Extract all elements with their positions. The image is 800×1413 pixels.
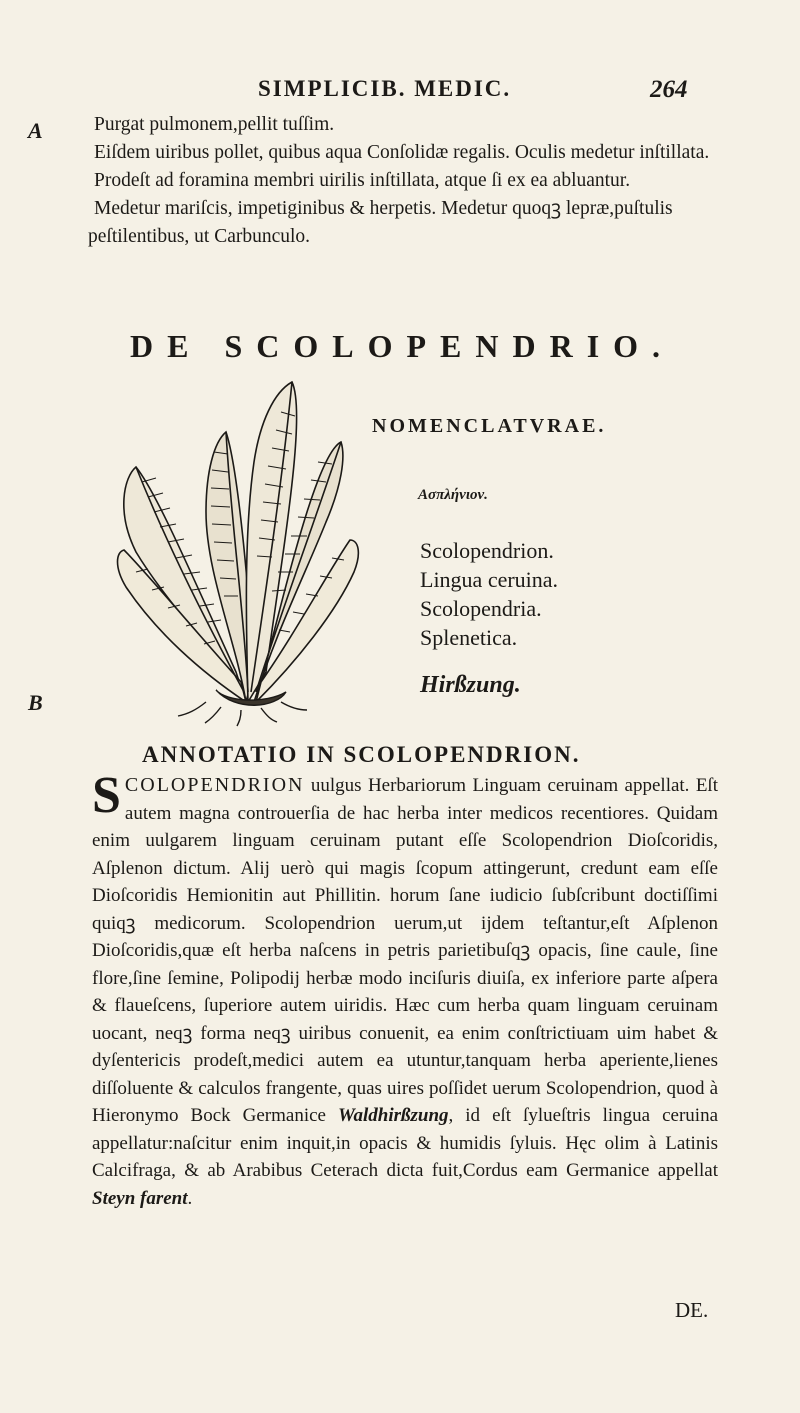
top-text-block [88,111,728,251]
page-number: 264 [650,76,688,103]
margin-letter-a: A [28,118,43,143]
section-title: DE SCOLOPENDRIO. [130,328,675,364]
paragraph-4: Medetur mariſcis, impetiginibus & herpetis. Medetur quoqꝫ lepræ,puſtulis peſtilentibus, ut Carbunculo. [88,198,673,247]
paragraph-2: Eiſdem uiribus pollet, quibus aqua Conſolidæ regalis. Oculis medetur inſtillata. [94,142,710,163]
annotation-text-part-2: , id eſt ſylueſtris lingua ceruina appellatur:naſcitur enim inquit,in opacis & humidis ſyluis. Hęc olim à Latinis Calcifraga, & ab Arabibus Ceterach dicta fuit,Cordus eam Germanice appellat [92,1105,719,1181]
catchword: DE. [675,1298,709,1322]
latin-name: Scolopendria. [420,596,542,621]
nomenclature-heading: NOMENCLATVRAE. [372,415,607,437]
fern-woodcut-illustration [96,372,368,728]
blackletter-term-1: Waldhirßzung [338,1105,449,1126]
latin-name: Lingua ceruina. [420,567,559,592]
paragraph-1: Purgat pulmonem,pellit tuſſim. [94,114,335,135]
annotation-heading: ANNOTATIO IN SCOLOPENDRION. [142,742,581,767]
latin-names-list [420,536,558,652]
paragraph-3: Prodeſt ad foramina membri uirilis inſtillata, atque ſi ex ea abluantur. [94,170,631,191]
blackletter-term-2: Steyn farent [92,1187,188,1209]
latin-name: Splenetica. [420,625,518,650]
annotation-text-part-3: . [187,1187,193,1209]
drop-capital: S [92,767,121,824]
latin-name: Scolopendrion. [420,538,554,563]
annotation-first-word: COLOPENDRION [124,774,305,796]
running-title: SIMPLICIB. MEDIC. [258,76,512,101]
greek-name: Ασπλήνιον. [418,487,488,503]
annotation-text-part-1: uulgus Herbariorum Linguam ceruinam appellat. Eſt autem magna controuerſia de hac herba inter medicos recentiores. Quidam enim uulgarem linguam ceruinam putant eſſe Scolopendrion Dioſcoridis, Aſplenon dictum. Alij uerò qui magis ſcopum attingerunt, credunt eam eſſe Dioſcoridis Hemionitin aut Phillitin. horum ſane iudicio ſubſcribunt doctiſſimi quiqꝫ medicorum. Scolopendrion uerum,ut ijdem teſtantur,eſt Aſplenon Dioſcoridis,quæ eſt herba naſcens in petris parietibuſqꝫ opacis, ſine caule, ſine flore,ſine ſemine, Polipodij herbæ modo inciſuris diuiſa, ex inferiore parte aſpera & flaueſcens, ſuperiore autem uiridis. Hæc cum herba quam linguam ceruinam uocant, neqꝫ forma neqꝫ uiribus conuenit, ea enim conſtrictiuam uim habet & dyſentericis prodeſt,medici autem ea utuntur,tanquam herba aperiente,lienes diſſoluente & calculos frangente, quas uires poſſidet uerum Scolopendrion, quod à Hieronymo Bock Germanice [92,775,718,1126]
german-name: Hirßzung. [420,672,521,698]
margin-letter-b: B [28,690,43,715]
annotation-body [92,767,719,1212]
